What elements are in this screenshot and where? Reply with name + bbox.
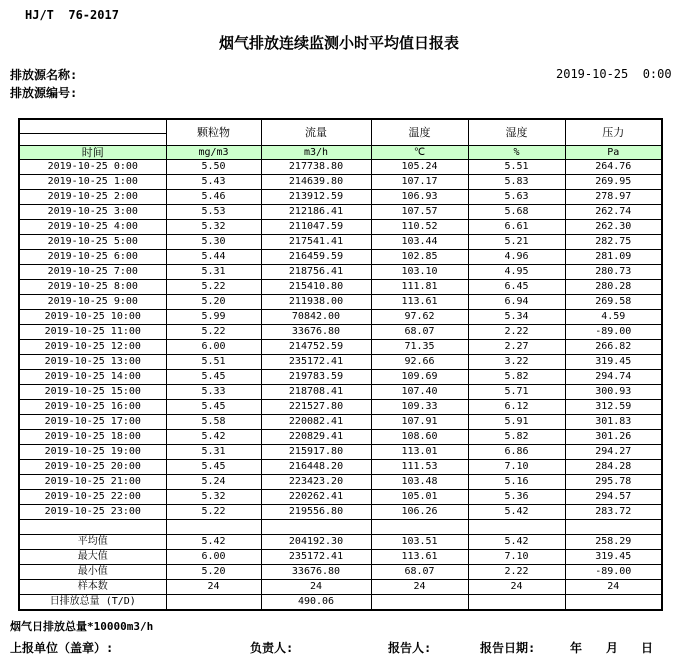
time-cell: 2019-10-25 3:00 bbox=[19, 205, 166, 220]
value-cell: 4.95 bbox=[468, 265, 565, 280]
value-cell: 2.27 bbox=[468, 340, 565, 355]
value-cell: 319.45 bbox=[565, 550, 662, 565]
table-row bbox=[19, 400, 662, 415]
value-cell: 33676.80 bbox=[261, 325, 371, 340]
page-title: 烟气排放连续监测小时平均值日报表 bbox=[218, 34, 459, 52]
value-cell: 107.17 bbox=[371, 175, 468, 190]
value-cell: 295.78 bbox=[565, 475, 662, 490]
value-cell: 5.30 bbox=[166, 235, 261, 250]
value-cell: 111.53 bbox=[371, 460, 468, 475]
value-cell: 5.68 bbox=[468, 205, 565, 220]
value-cell: 262.74 bbox=[565, 205, 662, 220]
time-cell: 2019-10-25 23:00 bbox=[19, 505, 166, 520]
value-cell: 319.45 bbox=[565, 355, 662, 370]
value-cell bbox=[371, 520, 468, 535]
value-cell: 235172.41 bbox=[261, 355, 371, 370]
value-cell: 2.22 bbox=[468, 325, 565, 340]
value-cell: 312.59 bbox=[565, 400, 662, 415]
col-header-temperature: 温度 bbox=[371, 119, 468, 146]
value-cell bbox=[261, 520, 371, 535]
summary-row bbox=[19, 565, 662, 580]
value-cell bbox=[468, 520, 565, 535]
value-cell: 204192.30 bbox=[261, 535, 371, 550]
value-cell: 5.42 bbox=[468, 505, 565, 520]
summary-row bbox=[19, 595, 662, 611]
value-cell: 102.85 bbox=[371, 250, 468, 265]
value-cell: 211047.59 bbox=[261, 220, 371, 235]
value-cell: 68.07 bbox=[371, 325, 468, 340]
value-cell: 221527.80 bbox=[261, 400, 371, 415]
value-cell: 111.81 bbox=[371, 280, 468, 295]
value-cell: 5.99 bbox=[166, 310, 261, 325]
value-cell bbox=[166, 520, 261, 535]
value-cell: 5.44 bbox=[166, 250, 261, 265]
value-cell: 269.95 bbox=[565, 175, 662, 190]
value-cell bbox=[166, 595, 261, 611]
summary-row bbox=[19, 535, 662, 550]
source-code-label: 排放源编号: bbox=[10, 86, 78, 100]
value-cell: 5.31 bbox=[166, 265, 261, 280]
value-cell: 216459.59 bbox=[261, 250, 371, 265]
time-cell: 2019-10-25 0:00 bbox=[19, 160, 166, 175]
time-cell: 2019-10-25 15:00 bbox=[19, 385, 166, 400]
summary-label: 样本数 bbox=[19, 580, 166, 595]
value-cell: 71.35 bbox=[371, 340, 468, 355]
time-cell: 2019-10-25 22:00 bbox=[19, 490, 166, 505]
table-row bbox=[19, 175, 662, 190]
value-cell: 5.32 bbox=[166, 490, 261, 505]
year-label: 年 bbox=[570, 641, 583, 655]
value-cell: 24 bbox=[371, 580, 468, 595]
spacer-row bbox=[19, 520, 662, 535]
table-row bbox=[19, 385, 662, 400]
value-cell: 5.71 bbox=[468, 385, 565, 400]
value-cell: 110.52 bbox=[371, 220, 468, 235]
value-cell: 220829.41 bbox=[261, 430, 371, 445]
col-header-particulate: 颗粒物 bbox=[166, 119, 261, 146]
value-cell: -89.00 bbox=[565, 325, 662, 340]
table-row bbox=[19, 475, 662, 490]
col-header-pressure: 压力 bbox=[565, 119, 662, 146]
value-cell: 6.12 bbox=[468, 400, 565, 415]
table-row bbox=[19, 460, 662, 475]
value-cell: 24 bbox=[565, 580, 662, 595]
table-row bbox=[19, 505, 662, 520]
value-cell: 264.76 bbox=[565, 160, 662, 175]
value-cell: 6.94 bbox=[468, 295, 565, 310]
table-row bbox=[19, 430, 662, 445]
value-cell: 5.24 bbox=[166, 475, 261, 490]
value-cell: 107.91 bbox=[371, 415, 468, 430]
value-cell: 217541.41 bbox=[261, 235, 371, 250]
value-cell: 105.24 bbox=[371, 160, 468, 175]
time-cell: 2019-10-25 21:00 bbox=[19, 475, 166, 490]
value-cell: 106.93 bbox=[371, 190, 468, 205]
table-row bbox=[19, 325, 662, 340]
value-cell: 215410.80 bbox=[261, 280, 371, 295]
value-cell: 5.43 bbox=[166, 175, 261, 190]
value-cell: 113.61 bbox=[371, 550, 468, 565]
table-row bbox=[19, 340, 662, 355]
total-emission-note: 烟气日排放总量*10000m3/h bbox=[10, 620, 154, 633]
table-row bbox=[19, 370, 662, 385]
time-cell: 2019-10-25 9:00 bbox=[19, 295, 166, 310]
value-cell: 103.48 bbox=[371, 475, 468, 490]
value-cell: 6.61 bbox=[468, 220, 565, 235]
summary-label: 最小值 bbox=[19, 565, 166, 580]
value-cell: 235172.41 bbox=[261, 550, 371, 565]
time-cell: 2019-10-25 19:00 bbox=[19, 445, 166, 460]
value-cell: 294.57 bbox=[565, 490, 662, 505]
value-cell: 5.50 bbox=[166, 160, 261, 175]
value-cell: 216448.20 bbox=[261, 460, 371, 475]
value-cell: 5.22 bbox=[166, 505, 261, 520]
value-cell bbox=[371, 595, 468, 611]
value-cell: 24 bbox=[261, 580, 371, 595]
value-cell: 97.62 bbox=[371, 310, 468, 325]
table-row bbox=[19, 280, 662, 295]
table-row bbox=[19, 490, 662, 505]
value-cell: 6.00 bbox=[166, 550, 261, 565]
value-cell: 5.53 bbox=[166, 205, 261, 220]
report-datetime: 2019-10-25 0:00 bbox=[556, 67, 672, 81]
empty-cell bbox=[19, 520, 166, 535]
source-name-label: 排放源名称: bbox=[10, 68, 78, 82]
table-row bbox=[19, 235, 662, 250]
value-cell: 109.69 bbox=[371, 370, 468, 385]
unit-flow: m3/h bbox=[261, 146, 371, 160]
value-cell: 7.10 bbox=[468, 460, 565, 475]
value-cell: 5.45 bbox=[166, 460, 261, 475]
responsible-label: 负责人: bbox=[250, 641, 294, 655]
report-date-label: 报告日期: bbox=[480, 641, 536, 655]
value-cell: 5.63 bbox=[468, 190, 565, 205]
value-cell: 5.20 bbox=[166, 295, 261, 310]
time-cell: 2019-10-25 17:00 bbox=[19, 415, 166, 430]
value-cell: 103.44 bbox=[371, 235, 468, 250]
value-cell: 5.91 bbox=[468, 415, 565, 430]
value-cell: 301.83 bbox=[565, 415, 662, 430]
table-row bbox=[19, 445, 662, 460]
value-cell: 5.82 bbox=[468, 370, 565, 385]
value-cell: 5.16 bbox=[468, 475, 565, 490]
value-cell: 105.01 bbox=[371, 490, 468, 505]
reporter-label: 报告人: bbox=[388, 641, 432, 655]
value-cell: 6.00 bbox=[166, 340, 261, 355]
value-cell: 218708.41 bbox=[261, 385, 371, 400]
value-cell: 5.46 bbox=[166, 190, 261, 205]
value-cell: 103.10 bbox=[371, 265, 468, 280]
value-cell: 5.34 bbox=[468, 310, 565, 325]
time-cell: 2019-10-25 5:00 bbox=[19, 235, 166, 250]
value-cell: 113.01 bbox=[371, 445, 468, 460]
summary-label: 最大值 bbox=[19, 550, 166, 565]
time-header-spacer-top bbox=[19, 119, 166, 134]
summary-label: 日排放总量 (T/D) bbox=[19, 595, 166, 611]
value-cell: 220262.41 bbox=[261, 490, 371, 505]
value-cell: 5.58 bbox=[166, 415, 261, 430]
value-cell: 300.93 bbox=[565, 385, 662, 400]
value-cell: 5.83 bbox=[468, 175, 565, 190]
value-cell bbox=[468, 595, 565, 611]
value-cell: 490.06 bbox=[261, 595, 371, 611]
value-cell: 5.36 bbox=[468, 490, 565, 505]
time-cell: 2019-10-25 1:00 bbox=[19, 175, 166, 190]
time-cell: 2019-10-25 16:00 bbox=[19, 400, 166, 415]
value-cell: 108.60 bbox=[371, 430, 468, 445]
value-cell: 5.51 bbox=[166, 355, 261, 370]
value-cell: 5.22 bbox=[166, 280, 261, 295]
table-row bbox=[19, 250, 662, 265]
value-cell: -89.00 bbox=[565, 565, 662, 580]
value-cell: 219556.80 bbox=[261, 505, 371, 520]
table-row bbox=[19, 415, 662, 430]
value-cell: 294.27 bbox=[565, 445, 662, 460]
day-label: 日 bbox=[641, 641, 654, 655]
time-cell: 2019-10-25 14:00 bbox=[19, 370, 166, 385]
value-cell: 5.45 bbox=[166, 370, 261, 385]
value-cell: 70842.00 bbox=[261, 310, 371, 325]
value-cell: 281.09 bbox=[565, 250, 662, 265]
value-cell bbox=[565, 520, 662, 535]
value-cell: 5.42 bbox=[166, 535, 261, 550]
value-cell: 92.66 bbox=[371, 355, 468, 370]
value-cell: 218756.41 bbox=[261, 265, 371, 280]
value-cell: 217738.80 bbox=[261, 160, 371, 175]
value-cell: 280.73 bbox=[565, 265, 662, 280]
header-row-units bbox=[19, 146, 662, 160]
value-cell: 4.96 bbox=[468, 250, 565, 265]
col-header-flow: 流量 bbox=[261, 119, 371, 146]
value-cell: 103.51 bbox=[371, 535, 468, 550]
value-cell: 5.21 bbox=[468, 235, 565, 250]
value-cell: 24 bbox=[166, 580, 261, 595]
value-cell: 5.20 bbox=[166, 565, 261, 580]
time-header-spacer-bottom bbox=[19, 134, 166, 146]
value-cell: 106.26 bbox=[371, 505, 468, 520]
table-row bbox=[19, 205, 662, 220]
value-cell bbox=[565, 595, 662, 611]
value-cell: 220082.41 bbox=[261, 415, 371, 430]
value-cell: 5.82 bbox=[468, 430, 565, 445]
time-cell: 2019-10-25 11:00 bbox=[19, 325, 166, 340]
value-cell: 282.75 bbox=[565, 235, 662, 250]
time-cell: 2019-10-25 7:00 bbox=[19, 265, 166, 280]
value-cell: 107.57 bbox=[371, 205, 468, 220]
value-cell: 262.30 bbox=[565, 220, 662, 235]
time-header: 时间 bbox=[19, 146, 166, 160]
value-cell: 2.22 bbox=[468, 565, 565, 580]
value-cell: 113.61 bbox=[371, 295, 468, 310]
time-cell: 2019-10-25 6:00 bbox=[19, 250, 166, 265]
value-cell: 214752.59 bbox=[261, 340, 371, 355]
value-cell: 5.42 bbox=[468, 535, 565, 550]
time-cell: 2019-10-25 20:00 bbox=[19, 460, 166, 475]
table-row bbox=[19, 265, 662, 280]
value-cell: 215917.80 bbox=[261, 445, 371, 460]
value-cell: 214639.80 bbox=[261, 175, 371, 190]
value-cell: 283.72 bbox=[565, 505, 662, 520]
time-cell: 2019-10-25 2:00 bbox=[19, 190, 166, 205]
value-cell: 68.07 bbox=[371, 565, 468, 580]
table-row bbox=[19, 190, 662, 205]
value-cell: 33676.80 bbox=[261, 565, 371, 580]
table-row bbox=[19, 160, 662, 175]
time-cell: 2019-10-25 4:00 bbox=[19, 220, 166, 235]
summary-label: 平均值 bbox=[19, 535, 166, 550]
summary-row bbox=[19, 550, 662, 565]
value-cell: 5.51 bbox=[468, 160, 565, 175]
header-row-pollutants bbox=[19, 119, 662, 134]
value-cell: 3.22 bbox=[468, 355, 565, 370]
value-cell: 212186.41 bbox=[261, 205, 371, 220]
value-cell: 269.58 bbox=[565, 295, 662, 310]
value-cell: 280.28 bbox=[565, 280, 662, 295]
value-cell: 278.97 bbox=[565, 190, 662, 205]
unit-pressure: Pa bbox=[565, 146, 662, 160]
value-cell: 284.28 bbox=[565, 460, 662, 475]
value-cell: 5.22 bbox=[166, 325, 261, 340]
month-label: 月 bbox=[606, 641, 619, 655]
value-cell: 6.45 bbox=[468, 280, 565, 295]
value-cell: 211938.00 bbox=[261, 295, 371, 310]
value-cell: 109.33 bbox=[371, 400, 468, 415]
time-cell: 2019-10-25 8:00 bbox=[19, 280, 166, 295]
value-cell: 219783.59 bbox=[261, 370, 371, 385]
unit-particulate: mg/m3 bbox=[166, 146, 261, 160]
value-cell: 258.29 bbox=[565, 535, 662, 550]
monitoring-table bbox=[18, 118, 663, 611]
value-cell: 301.26 bbox=[565, 430, 662, 445]
value-cell: 24 bbox=[468, 580, 565, 595]
value-cell: 107.40 bbox=[371, 385, 468, 400]
time-cell: 2019-10-25 13:00 bbox=[19, 355, 166, 370]
summary-row bbox=[19, 580, 662, 595]
value-cell: 294.74 bbox=[565, 370, 662, 385]
time-cell: 2019-10-25 10:00 bbox=[19, 310, 166, 325]
value-cell: 5.42 bbox=[166, 430, 261, 445]
value-cell: 5.31 bbox=[166, 445, 261, 460]
value-cell: 223423.20 bbox=[261, 475, 371, 490]
value-cell: 7.10 bbox=[468, 550, 565, 565]
value-cell: 5.45 bbox=[166, 400, 261, 415]
unit-temperature: ℃ bbox=[371, 146, 468, 160]
value-cell: 266.82 bbox=[565, 340, 662, 355]
table-row bbox=[19, 355, 662, 370]
table-row bbox=[19, 310, 662, 325]
report-unit-label: 上报单位（盖章）: bbox=[10, 641, 114, 655]
unit-humidity: % bbox=[468, 146, 565, 160]
time-cell: 2019-10-25 12:00 bbox=[19, 340, 166, 355]
time-cell: 2019-10-25 18:00 bbox=[19, 430, 166, 445]
value-cell: 4.59 bbox=[565, 310, 662, 325]
col-header-humidity: 湿度 bbox=[468, 119, 565, 146]
standard-number: HJ/T 76-2017 bbox=[25, 8, 119, 22]
table-row bbox=[19, 295, 662, 310]
value-cell: 213912.59 bbox=[261, 190, 371, 205]
value-cell: 5.32 bbox=[166, 220, 261, 235]
table-row bbox=[19, 220, 662, 235]
value-cell: 6.86 bbox=[468, 445, 565, 460]
value-cell: 5.33 bbox=[166, 385, 261, 400]
